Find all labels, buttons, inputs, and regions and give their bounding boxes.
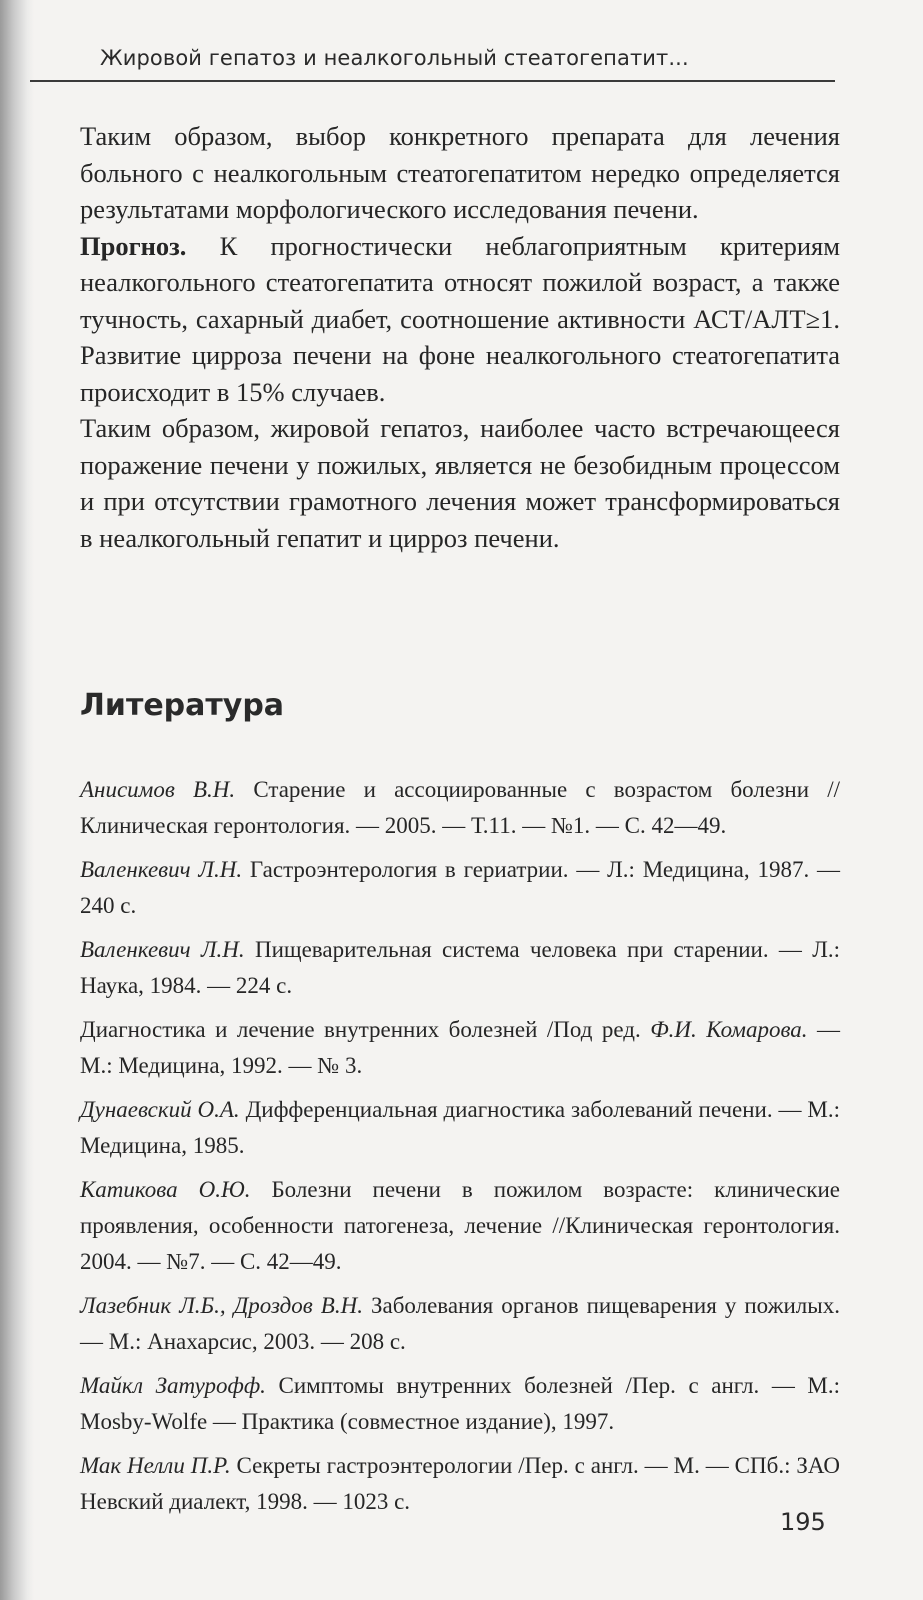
reference-item <box>80 772 840 844</box>
body-text <box>80 118 840 556</box>
reference-item <box>80 1012 840 1084</box>
reference-text: Заболевания органов пищеварения у пожилых. — М.: Анахарсис, 2003. — 208 с. <box>80 1293 840 1354</box>
reference-author: Валенкевич Л.Н. <box>80 857 243 882</box>
header-rule <box>30 80 835 82</box>
reference-item <box>80 1172 840 1280</box>
paragraph-text: Таким образом, жировой гепатоз, наиболее часто встречающееся поражение печени у пожилых, является не безобидным процессом и при отсутствии грамотного лечения может трансформироваться в неалкогольный гепатит и цирроз печени. <box>80 413 840 553</box>
reference-author: Лазебник Л.Б., Дроздов В.Н. <box>80 1293 363 1318</box>
book-page <box>80 0 840 1600</box>
reference-author: Валенкевич Л.Н. <box>80 937 245 962</box>
reference-text: Симптомы внутренних болезней /Пер. с англ. — М.: Mosby-Wolfe — Практика (совместное издание), 1997. <box>80 1373 840 1434</box>
paragraph <box>80 410 840 556</box>
section-heading: Литература <box>80 688 285 723</box>
reference-text: Секреты гастроэнтерологии /Пер. с англ. — М. — СПб.: ЗАО Невский диалект, 1998. — 1023 с. <box>80 1453 840 1514</box>
reference-text: Болезни печени в пожилом возрасте: клинические проявления, особенности патогенеза, лечение //Клиническая геронтология. 2004. — №7. — С. 42—49. <box>80 1177 840 1274</box>
reference-text: Пищеварительная система человека при старении. — Л.: Наука, 1984. — 224 с. <box>80 937 840 998</box>
reference-list <box>80 772 840 1528</box>
reference-item <box>80 1448 840 1520</box>
reference-item <box>80 932 840 1004</box>
reference-text: Гастроэнтерология в гериатрии. — Л.: Медицина, 1987. — 240 с. <box>80 857 841 918</box>
reference-text: Старение и ассоциированные с возрастом болезни //Клиническая геронтология. — 2005. — Т.11. — №1. — С. 42—49. <box>80 777 840 838</box>
reference-text-tail: — М.: Медицина, 1992. — № 3. <box>80 1017 840 1078</box>
running-head: Жировой гепатоз и неалкогольный стеатогепатит... <box>100 46 689 70</box>
reference-author: Мак Нелли П.Р. <box>80 1453 231 1478</box>
paragraph <box>80 228 840 411</box>
reference-text: Диагностика и лечение внутренних болезней /Под ред. <box>80 1017 651 1042</box>
reference-item <box>80 1288 840 1360</box>
reference-author: Майкл Затурофф. <box>80 1373 266 1398</box>
reference-editor: Ф.И. Комарова. <box>650 1017 808 1042</box>
reference-author: Дунаевский О.А. <box>80 1097 240 1122</box>
reference-item <box>80 1368 840 1440</box>
paragraph-text: Таким образом, выбор конкретного препарата для лечения больного с неалкогольным стеатогепатитом нередко определяется результатами морфологического исследования печени. <box>80 121 840 224</box>
reference-item <box>80 852 840 924</box>
book-spine-shadow <box>0 0 34 1600</box>
reference-item <box>80 1092 840 1164</box>
page-number: 195 <box>780 1508 826 1536</box>
paragraph-text: К прогностически неблагоприятным критериям неалкогольного стеатогепатита относят пожилой возраст, а также тучность, сахарный диабет, соотношение активности АСТ/АЛТ≥1. Развитие цирроза печени на фоне неалкогольного стеатогепатита происходит в 15% случаев. <box>80 230 840 407</box>
paragraph-lead: Прогноз. <box>80 230 187 261</box>
reference-text: Дифференциальная диагностика заболеваний печени. — М.: Медицина, 1985. <box>80 1097 840 1158</box>
reference-author: Анисимов В.Н. <box>80 777 236 802</box>
reference-author: Катикова О.Ю. <box>80 1177 251 1202</box>
paragraph <box>80 118 840 228</box>
